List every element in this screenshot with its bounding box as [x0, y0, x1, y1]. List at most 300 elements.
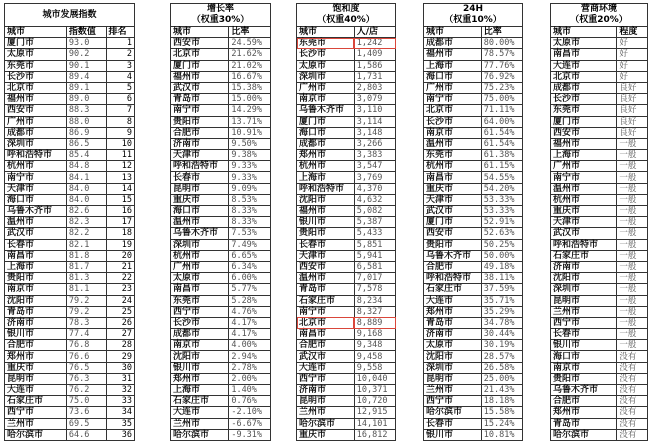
table-row — [5, 250, 135, 261]
table-row — [424, 239, 523, 250]
table-row — [297, 407, 396, 418]
value-cell: 9.09% — [229, 183, 271, 194]
rank-cell: 23 — [106, 284, 135, 295]
value-cell: 良好 — [617, 127, 648, 138]
value-cell: 15.38% — [229, 82, 271, 93]
city-cell: 西宁市 — [5, 407, 67, 418]
city-cell: 石家庄市 — [171, 396, 229, 407]
value-cell: 6.65% — [229, 250, 271, 261]
value-cell: 一般 — [617, 228, 648, 239]
table-row — [297, 351, 396, 362]
value-cell: 9.33% — [229, 172, 271, 183]
city-cell: 杭州市 — [5, 161, 67, 172]
table-row — [424, 82, 523, 93]
city-cell: 青岛市 — [171, 94, 229, 105]
city-cell: 成都市 — [424, 38, 482, 49]
value-cell: 52.63% — [481, 228, 522, 239]
value-cell: 81.7 — [66, 261, 106, 272]
rank-cell: 17 — [106, 217, 135, 228]
value-cell: 84.8 — [66, 161, 106, 172]
table-row — [551, 38, 648, 49]
value-cell: 89.4 — [66, 71, 106, 82]
city-cell: 贵阳市 — [551, 373, 617, 384]
value-cell: -6.67% — [229, 418, 271, 429]
table-row — [297, 172, 396, 183]
rank-cell: 13 — [106, 172, 135, 183]
table-row — [5, 49, 135, 60]
col-header-city: 城市 — [551, 27, 617, 38]
rank-cell: 20 — [106, 250, 135, 261]
table-row — [5, 239, 135, 250]
table-row — [424, 396, 523, 407]
value-cell: 一般 — [617, 150, 648, 161]
value-cell: 一般 — [617, 261, 648, 272]
table-row — [5, 71, 135, 82]
rank-cell: 27 — [106, 329, 135, 340]
value-cell: 35.29% — [481, 306, 522, 317]
value-cell: 75.0 — [66, 396, 106, 407]
table-row — [5, 273, 135, 284]
city-cell: 沈阳市 — [424, 351, 482, 362]
city-cell: 成都市 — [5, 127, 67, 138]
value-cell: 61.54% — [481, 127, 522, 138]
city-cell: 太原市 — [424, 340, 482, 351]
table-row — [297, 217, 396, 228]
table-row — [297, 340, 396, 351]
col-header-ratio: 比率 — [229, 27, 271, 38]
city-cell: 西安市 — [5, 105, 67, 116]
value-cell: 76.6 — [66, 351, 106, 362]
table-row — [5, 429, 135, 440]
city-cell: 北京市 — [5, 82, 67, 93]
city-cell: 太原市 — [171, 273, 229, 284]
city-cell: 银川市 — [551, 340, 617, 351]
city-cell: 广州市 — [424, 82, 482, 93]
col-header-level: 程度 — [617, 27, 648, 38]
city-cell: 天津市 — [297, 250, 355, 261]
value-cell: 28.57% — [481, 351, 522, 362]
table-row — [424, 418, 523, 429]
city-cell: 上海市 — [424, 60, 482, 71]
city-cell: 乌鲁木齐市 — [424, 250, 482, 261]
value-cell: 好 — [617, 60, 648, 71]
col-header-index: 指数值 — [66, 27, 106, 38]
value-cell: 78.3 — [66, 317, 106, 328]
table-row — [424, 373, 523, 384]
table-row — [171, 373, 271, 384]
value-cell: 一般 — [617, 295, 648, 306]
city-cell: 厦门市 — [551, 116, 617, 127]
table-row — [171, 295, 271, 306]
rank-cell: 18 — [106, 228, 135, 239]
city-cell: 昆明市 — [297, 396, 355, 407]
value-cell: 9.50% — [229, 138, 271, 149]
city-cell: 西安市 — [297, 261, 355, 272]
city-cell: 大连市 — [424, 295, 482, 306]
value-cell: 61.38% — [481, 150, 522, 161]
rank-cell: 12 — [106, 161, 135, 172]
table-row — [551, 217, 648, 228]
value-cell: 没有 — [617, 362, 648, 373]
table-row — [551, 250, 648, 261]
value-cell: -2.10% — [229, 407, 271, 418]
table-row — [5, 284, 135, 295]
value-cell: 79.2 — [66, 295, 106, 306]
value-cell: 2.78% — [229, 362, 271, 373]
table-row — [551, 206, 648, 217]
value-cell: 没有 — [617, 407, 648, 418]
value-cell: 5,851 — [354, 239, 395, 250]
table-row — [551, 306, 648, 317]
city-cell: 沈阳市 — [551, 273, 617, 284]
city-cell: 长沙市 — [551, 94, 617, 105]
value-cell: 1,586 — [354, 60, 395, 71]
table-row — [424, 71, 523, 82]
value-cell: 4.17% — [229, 317, 271, 328]
value-cell: 13.71% — [229, 116, 271, 127]
table-row — [424, 407, 523, 418]
table-row — [171, 217, 271, 228]
value-cell: 25.00% — [481, 373, 522, 384]
value-cell: 良好 — [617, 105, 648, 116]
city-cell: 西宁市 — [171, 306, 229, 317]
city-cell: 乌鲁木齐市 — [297, 105, 355, 116]
table-row — [171, 150, 271, 161]
value-cell: 10.91% — [229, 127, 271, 138]
table-row — [424, 206, 523, 217]
value-cell: 21.02% — [229, 60, 271, 71]
city-cell: 海口市 — [297, 127, 355, 138]
city-cell: 深圳市 — [5, 138, 67, 149]
rank-cell: 19 — [106, 239, 135, 250]
city-cell: 哈尔滨市 — [424, 407, 482, 418]
value-cell: 1,731 — [354, 71, 395, 82]
value-cell: 7,578 — [354, 284, 395, 295]
table-row — [5, 418, 135, 429]
city-cell: 银川市 — [424, 429, 482, 440]
value-cell: 30.19% — [481, 340, 522, 351]
value-cell: 一般 — [617, 194, 648, 205]
city-cell: 西安市 — [171, 38, 229, 49]
city-cell: 石家庄市 — [551, 250, 617, 261]
table-row — [5, 161, 135, 172]
weight-text: （权重10%） — [444, 15, 502, 25]
city-cell: 深圳市 — [297, 71, 355, 82]
rank-cell: 29 — [106, 351, 135, 362]
table-row — [424, 362, 523, 373]
table-row — [551, 362, 648, 373]
city-cell: 大连市 — [297, 362, 355, 373]
value-cell: 61.15% — [481, 161, 522, 172]
table-title — [297, 4, 396, 27]
city-cell: 南宁市 — [171, 105, 229, 116]
city-cell: 南京市 — [297, 94, 355, 105]
value-cell: 52.91% — [481, 217, 522, 228]
table-row — [424, 429, 523, 440]
city-cell: 济南市 — [551, 261, 617, 272]
city-cell: 南昌市 — [5, 250, 67, 261]
value-cell: 一般 — [617, 239, 648, 250]
city-cell: 广州市 — [171, 261, 229, 272]
city-cell: 上海市 — [551, 150, 617, 161]
weight-text: （权重30%） — [191, 15, 250, 25]
table-row — [551, 71, 648, 82]
city-cell: 成都市 — [297, 138, 355, 149]
city-cell: 大连市 — [5, 385, 67, 396]
table-row — [5, 150, 135, 161]
value-cell: 12,915 — [354, 407, 395, 418]
city-cell: 南昌市 — [551, 49, 617, 60]
table-row — [297, 94, 396, 105]
value-cell: 61.54% — [481, 138, 522, 149]
value-cell: 82.6 — [66, 206, 106, 217]
city-cell: 青岛市 — [297, 284, 355, 295]
value-cell: 54.20% — [481, 183, 522, 194]
table-row — [551, 183, 648, 194]
value-cell: 35.71% — [481, 295, 522, 306]
table-row — [424, 385, 523, 396]
value-cell: 一般 — [617, 317, 648, 328]
city-cell: 青岛市 — [424, 317, 482, 328]
table-row — [551, 94, 648, 105]
city-cell: 贵阳市 — [424, 239, 482, 250]
table-row — [5, 407, 135, 418]
col-header-ratio: 比率 — [481, 27, 522, 38]
value-cell: 21.62% — [229, 49, 271, 60]
table-row — [5, 306, 135, 317]
table-row — [424, 261, 523, 272]
city-cell: 南宁市 — [5, 172, 67, 183]
table-row — [5, 194, 135, 205]
value-cell: 53.33% — [481, 206, 522, 217]
city-cell: 西宁市 — [551, 317, 617, 328]
value-cell: 30.44% — [481, 329, 522, 340]
title-text: 24H — [462, 4, 484, 14]
table-row — [297, 250, 396, 261]
city-cell: 乌鲁木齐市 — [5, 206, 67, 217]
city-cell: 杭州市 — [297, 161, 355, 172]
rank-cell: 21 — [106, 261, 135, 272]
value-cell: 8,327 — [354, 306, 395, 317]
value-cell: 一般 — [617, 329, 648, 340]
city-cell: 重庆市 — [551, 206, 617, 217]
table-row — [424, 329, 523, 340]
value-cell: 89.1 — [66, 82, 106, 93]
city-cell: 东莞市 — [424, 150, 482, 161]
city-cell: 银川市 — [297, 217, 355, 228]
table-row — [5, 94, 135, 105]
table-row — [5, 138, 135, 149]
table-row — [297, 116, 396, 127]
city-cell: 郑州市 — [424, 306, 482, 317]
table-row — [424, 194, 523, 205]
city-cell: 郑州市 — [171, 373, 229, 384]
city-cell: 温州市 — [171, 217, 229, 228]
table-row — [551, 329, 648, 340]
title-text: 饱和度 — [332, 4, 360, 14]
table-row — [171, 351, 271, 362]
value-cell: 71.11% — [481, 105, 522, 116]
value-cell: 没有 — [617, 385, 648, 396]
value-cell: 78.57% — [481, 49, 522, 60]
rank-cell: 11 — [106, 150, 135, 161]
col-header-city: 城市 — [297, 27, 355, 38]
value-cell: -9.31% — [229, 429, 271, 440]
saturation-table — [296, 3, 396, 441]
city-cell: 合肥市 — [551, 396, 617, 407]
value-cell: 没有 — [617, 373, 648, 384]
table-row — [171, 161, 271, 172]
value-cell: 76.3 — [66, 373, 106, 384]
table-row — [551, 429, 648, 440]
table-row — [551, 385, 648, 396]
city-cell: 武汉市 — [171, 82, 229, 93]
city-cell: 沈阳市 — [5, 295, 67, 306]
value-cell: 10,040 — [354, 373, 395, 384]
value-cell: 9.33% — [229, 161, 271, 172]
value-cell: 5,433 — [354, 228, 395, 239]
value-cell: 一般 — [617, 284, 648, 295]
value-cell: 9,168 — [354, 329, 395, 340]
table-row — [551, 239, 648, 250]
table-row — [551, 418, 648, 429]
city-cell: 济南市 — [5, 317, 67, 328]
table-row — [171, 94, 271, 105]
table-row — [297, 228, 396, 239]
table-row — [424, 306, 523, 317]
rank-cell: 5 — [106, 82, 135, 93]
value-cell: 7.53% — [229, 228, 271, 239]
city-cell: 合肥市 — [5, 340, 67, 351]
table-row — [5, 60, 135, 71]
value-cell: 一般 — [617, 138, 648, 149]
city-cell: 西宁市 — [424, 396, 482, 407]
value-cell: 69.5 — [66, 418, 106, 429]
city-cell: 重庆市 — [424, 183, 482, 194]
city-cell: 昆明市 — [171, 183, 229, 194]
city-cell: 乌鲁木齐市 — [171, 228, 229, 239]
rank-cell: 28 — [106, 340, 135, 351]
city-cell: 东莞市 — [551, 105, 617, 116]
value-cell: 16.67% — [229, 71, 271, 82]
value-cell: 0.76% — [229, 396, 271, 407]
weight-text: （权重40%） — [317, 15, 375, 25]
city-cell: 济南市 — [171, 138, 229, 149]
rank-cell: 9 — [106, 127, 135, 138]
table-row — [551, 407, 648, 418]
city-cell: 广州市 — [5, 116, 67, 127]
city-cell: 合肥市 — [424, 261, 482, 272]
city-cell: 南京市 — [424, 127, 482, 138]
table-row — [171, 317, 271, 328]
table-row — [171, 49, 271, 60]
value-cell: 一般 — [617, 306, 648, 317]
table-row — [5, 38, 135, 49]
rank-cell: 33 — [106, 396, 135, 407]
table-row — [5, 340, 135, 351]
city-cell: 温州市 — [5, 217, 67, 228]
table-row — [5, 385, 135, 396]
table-row — [551, 228, 648, 239]
table-row — [297, 418, 396, 429]
value-cell: 良好 — [617, 116, 648, 127]
city-cell: 上海市 — [5, 261, 67, 272]
rank-cell: 3 — [106, 60, 135, 71]
table-row — [551, 127, 648, 138]
value-cell: 86.9 — [66, 127, 106, 138]
table-row — [5, 351, 135, 362]
table-row — [297, 295, 396, 306]
value-cell: 38.11% — [481, 273, 522, 284]
city-cell: 哈尔滨市 — [171, 429, 229, 440]
city-cell: 昆明市 — [551, 295, 617, 306]
table-row — [424, 60, 523, 71]
table-row — [5, 373, 135, 384]
table-row — [551, 351, 648, 362]
value-cell: 8.33% — [229, 217, 271, 228]
value-cell: 16,812 — [354, 429, 395, 440]
table-row — [424, 49, 523, 60]
value-cell: 9,348 — [354, 340, 395, 351]
table-row — [297, 284, 396, 295]
table-row — [171, 396, 271, 407]
value-cell: 一般 — [617, 340, 648, 351]
table-row — [5, 317, 135, 328]
table-row — [171, 329, 271, 340]
city-cell: 石家庄市 — [5, 396, 67, 407]
table-row — [424, 273, 523, 284]
rank-cell: 31 — [106, 373, 135, 384]
city-cell: 南昌市 — [171, 284, 229, 295]
city-cell: 厦门市 — [171, 60, 229, 71]
table-row — [297, 273, 396, 284]
city-cell: 厦门市 — [424, 217, 482, 228]
table-row — [297, 71, 396, 82]
city-cell: 南京市 — [171, 340, 229, 351]
rank-cell: 10 — [106, 138, 135, 149]
rank-cell: 36 — [106, 429, 135, 440]
city-cell: 上海市 — [171, 385, 229, 396]
value-cell: 54.55% — [481, 172, 522, 183]
table-row — [5, 172, 135, 183]
city-cell: 贵阳市 — [171, 116, 229, 127]
table-row — [171, 116, 271, 127]
table-row — [551, 295, 648, 306]
rank-cell: 34 — [106, 407, 135, 418]
table-row — [171, 172, 271, 183]
city-cell: 深圳市 — [551, 284, 617, 295]
city-cell: 南京市 — [551, 362, 617, 373]
city-cell: 长沙市 — [297, 49, 355, 60]
value-cell: 5,387 — [354, 217, 395, 228]
table-row — [551, 105, 648, 116]
table-row — [171, 385, 271, 396]
table-row — [551, 194, 648, 205]
city-cell: 福州市 — [171, 71, 229, 82]
city-cell: 昆明市 — [5, 373, 67, 384]
rank-cell: 1 — [106, 38, 135, 49]
city-cell: 贵阳市 — [5, 273, 67, 284]
city-cell: 南宁市 — [424, 94, 482, 105]
value-cell: 84.1 — [66, 172, 106, 183]
value-cell: 3,769 — [354, 172, 395, 183]
table-row — [551, 261, 648, 272]
value-cell: 4.00% — [229, 340, 271, 351]
table-row — [424, 161, 523, 172]
city-cell: 哈尔滨市 — [5, 429, 67, 440]
rank-cell: 30 — [106, 362, 135, 373]
table-row — [424, 351, 523, 362]
